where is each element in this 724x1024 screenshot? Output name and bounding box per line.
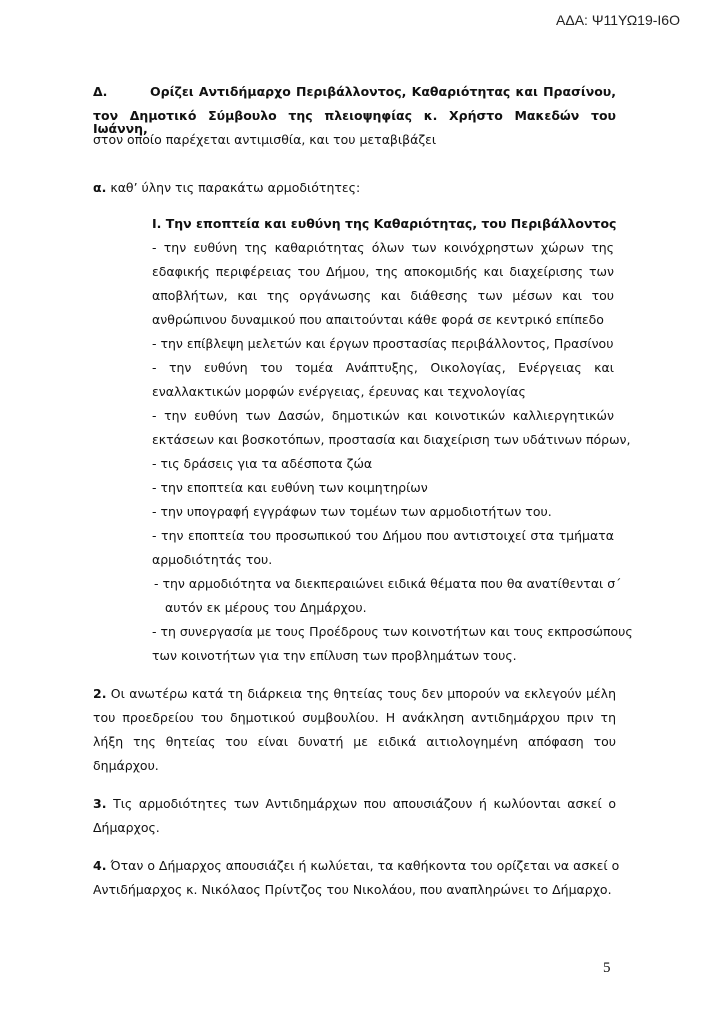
competency-line: εδαφικής περιφέρειας του Δήμου, της αποκομιδής και διαχείρισης των <box>152 264 614 279</box>
para2-line: του προεδρείου του δημοτικού συμβουλίου. Η ανάκληση αντιδημάρχου πριν τη <box>93 710 616 725</box>
ada-identifier: ΑΔΑ: Ψ11ΥΩ19-Ι6Ο <box>556 12 680 28</box>
para2-line: 2. Οι ανωτέρω κατά τη διάρκεια της θητείας τους δεν μπορούν να εκλεγούν μέλη <box>93 686 616 701</box>
competency-line: - την ευθύνη του τομέα Ανάπτυξης, Οικολογίας, Ενέργειας και <box>152 360 614 375</box>
para4-number: 4. <box>93 858 107 873</box>
competency-line: αυτόν εκ μέρους του Δημάρχου. <box>165 600 367 615</box>
page-number: 5 <box>603 960 611 976</box>
competency-line: ανθρώπινου δυναμικού που απαιτούνται κάθε φορά σε κεντρικό επίπεδο <box>152 312 604 327</box>
para4-line: Αντιδήμαρχος κ. Νικόλαος Πρίντζος του Νικολάου, που αναπληρώνει το Δήμαρχο. <box>93 882 612 897</box>
competency-line: αρμοδιότητάς του. <box>152 552 273 567</box>
competency-line: - την ευθύνη των Δασών, δημοτικών και κοινοτικών καλλιεργητικών <box>152 408 614 423</box>
competencies-heading: Ι. Την εποπτεία και ευθύνη της Καθαριότητας, του Περιβάλλοντος <box>152 216 617 231</box>
competency-line: των κοινοτήτων για την επίλυση των προβλημάτων τους. <box>152 648 517 663</box>
competency-line: - τις δράσεις για τα αδέσποτα ζώα <box>152 456 373 471</box>
section-title-line2: τον Δημοτικό Σύμβουλο της πλειοψηφίας κ. Χρήστο Μακεδών του Ιωάννη, <box>93 108 616 136</box>
section-label: Δ. <box>93 84 108 99</box>
competency-line: - τη συνεργασία με τους Προέδρους των κοινοτήτων και τους εκπροσώπους <box>152 624 633 639</box>
sub-a-text: καθ’ ύλην τις παρακάτω αρμοδιότητες: <box>110 180 361 195</box>
para4-line: 4. Όταν ο Δήμαρχος απουσιάζει ή κωλύεται, τα καθήκοντα του ορίζεται να ασκεί ο <box>93 858 620 873</box>
competency-line: - την εποπτεία και ευθύνη των κοιμητηρίων <box>152 480 428 495</box>
para2-number: 2. <box>93 686 107 701</box>
competency-line: - την εποπτεία του προσωπικού του Δήμου που αντιστοιχεί στα τμήματα <box>152 528 614 543</box>
para3-line: 3. Τις αρμοδιότητες των Αντιδημάρχων που απουσιάζουν ή κωλύονται ασκεί ο <box>93 796 616 811</box>
section-intro: στον οποίο παρέχεται αντιμισθία, και του μεταβιβάζει <box>93 132 437 147</box>
sub-a <box>93 182 360 195</box>
competency-line: εναλλακτικών μορφών ενέργειας, έρευνας και τεχνολογίας <box>152 384 526 399</box>
competency-line: - την επίβλεψη μελετών και έργων προστασίας περιβάλλοντος, Πρασίνου <box>152 336 614 351</box>
competency-line: εκτάσεων και βοσκοτόπων, προστασία και διαχείριση των υδάτινων πόρων, <box>152 432 631 447</box>
para3-number: 3. <box>93 796 107 811</box>
sub-a-label: α. <box>93 180 107 195</box>
para2-line: δημάρχου. <box>93 758 159 773</box>
competency-line: αποβλήτων, και της οργάνωσης και διάθεσης των μέσων και του <box>152 288 614 303</box>
para3-line: Δήμαρχος. <box>93 820 160 835</box>
section-title-line1: Ορίζει Αντιδήμαρχο Περιβάλλοντος, Καθαριότητας και Πρασίνου, <box>150 84 616 99</box>
competency-line: - την υπογραφή εγγράφων των τομέων των αρμοδιοτήτων του. <box>152 504 552 519</box>
competency-line: - την αρμοδιότητα να διεκπεραιώνει ειδικά θέματα που θα ανατίθενται σ΄ <box>154 576 622 591</box>
para2-line: λήξη της θητείας του είναι δυνατή με ειδικά αιτιολογημένη απόφαση του <box>93 734 616 749</box>
competency-line: - την ευθύνη της καθαριότητας όλων των κοινόχρηστων χώρων της <box>152 240 614 255</box>
